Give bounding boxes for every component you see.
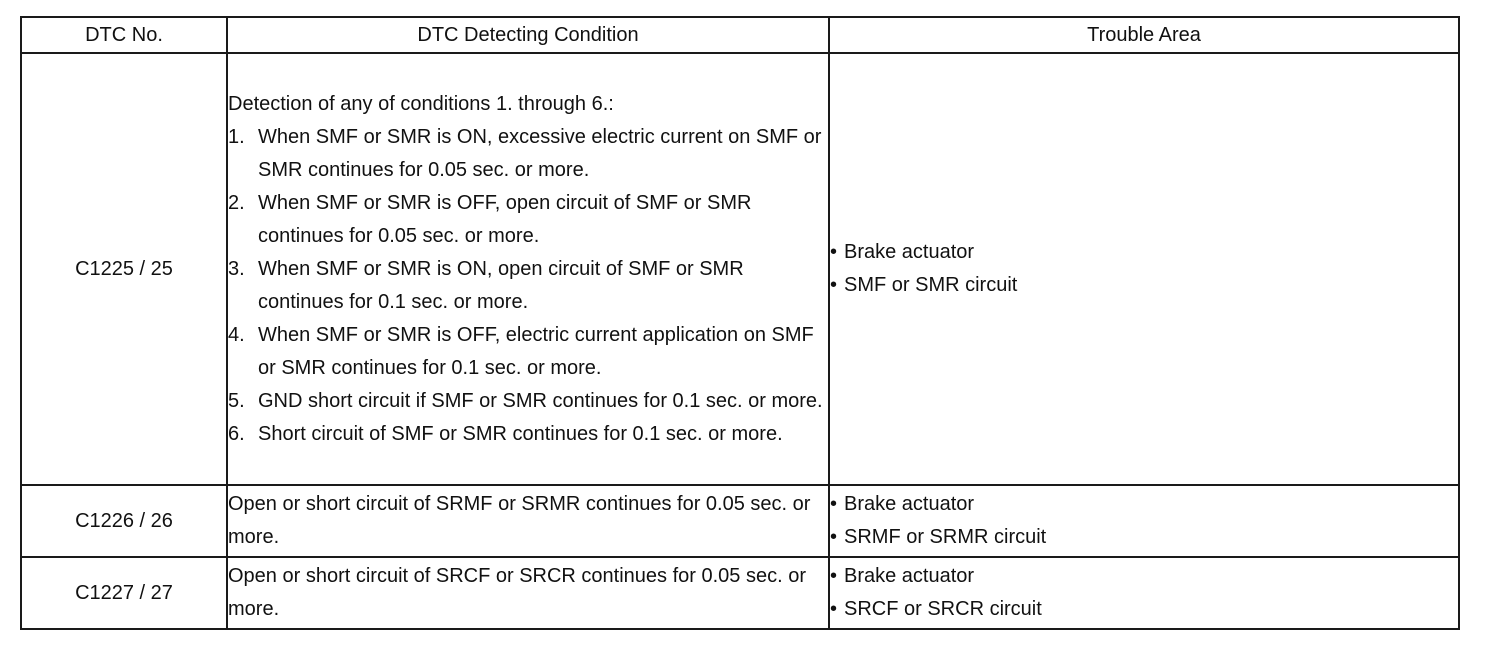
bullet-icon: • xyxy=(830,526,838,548)
list-item xyxy=(830,488,1458,521)
dtc-code: C1227 / 27 xyxy=(21,557,227,629)
trouble-area-text: SRMF or SRMR circuit xyxy=(844,526,1047,548)
trouble-area-text: SMF or SMR circuit xyxy=(844,274,1018,296)
header-dtc-no: DTC No. xyxy=(21,17,227,53)
trouble-area xyxy=(829,557,1459,629)
condition-text: GND short circuit if SMF or SMR continues for 0.1 sec. or more. xyxy=(258,389,823,412)
trouble-area-text: Brake actuator xyxy=(844,565,975,587)
list-item xyxy=(830,521,1458,554)
trouble-area-text: Brake actuator xyxy=(844,493,975,515)
table-row xyxy=(21,557,1459,629)
bullet-icon: • xyxy=(830,598,838,620)
dtc-code: C1226 / 26 xyxy=(21,485,227,557)
condition-text: When SMF or SMR is OFF, electric current application on SMF or SMR continues for 0.1 sec. or more. xyxy=(258,323,814,379)
condition-number: 2. xyxy=(228,191,245,214)
condition-intro: Detection of any of conditions 1. through 6.: xyxy=(228,92,614,115)
trouble-area xyxy=(829,485,1459,557)
condition-item xyxy=(228,418,828,451)
condition-number: 6. xyxy=(228,422,245,445)
condition-number: 3. xyxy=(228,257,245,280)
bullet-icon: • xyxy=(830,565,838,587)
condition-list xyxy=(228,121,828,451)
condition-item xyxy=(228,187,828,253)
condition-item xyxy=(228,319,828,385)
detecting-condition: Open or short circuit of SRMF or SRMR continues for 0.05 sec. or more. xyxy=(227,485,829,557)
trouble-area-text: SRCF or SRCR circuit xyxy=(844,598,1042,620)
condition-text: When SMF or SMR is OFF, open circuit of SMF or SMR continues for 0.05 sec. or more. xyxy=(258,191,752,247)
trouble-area xyxy=(829,53,1459,485)
condition-number: 4. xyxy=(228,323,245,346)
bullet-icon: • xyxy=(830,274,838,296)
condition-item xyxy=(228,253,828,319)
bullet-icon: • xyxy=(830,241,838,263)
detecting-condition: Open or short circuit of SRCF or SRCR continues for 0.05 sec. or more. xyxy=(227,557,829,629)
condition-text: Short circuit of SMF or SMR continues for 0.1 sec. or more. xyxy=(258,422,783,445)
table-row xyxy=(21,485,1459,557)
trouble-area-text: Brake actuator xyxy=(844,241,975,263)
header-row xyxy=(21,17,1459,53)
condition-text: When SMF or SMR is ON, excessive electric current on SMF or SMR continues for 0.05 sec. or more. xyxy=(258,125,822,181)
condition-item xyxy=(228,385,828,418)
condition-text: When SMF or SMR is ON, open circuit of SMF or SMR continues for 0.1 sec. or more. xyxy=(258,257,744,313)
bullet-icon: • xyxy=(830,493,838,515)
list-item xyxy=(830,560,1458,593)
header-trouble-area: Trouble Area xyxy=(829,17,1459,53)
trouble-area-list xyxy=(830,236,1458,302)
condition-number: 5. xyxy=(228,389,245,412)
list-item xyxy=(830,269,1458,302)
dtc-table xyxy=(20,16,1460,630)
condition-number: 1. xyxy=(228,125,245,148)
trouble-area-list xyxy=(830,488,1458,554)
condition-item xyxy=(228,121,828,187)
trouble-area-list xyxy=(830,560,1458,626)
detecting-condition xyxy=(227,53,829,485)
header-detecting-condition: DTC Detecting Condition xyxy=(227,17,829,53)
list-item xyxy=(830,593,1458,626)
list-item xyxy=(830,236,1458,269)
table-row xyxy=(21,53,1459,485)
dtc-code: C1225 / 25 xyxy=(21,53,227,485)
